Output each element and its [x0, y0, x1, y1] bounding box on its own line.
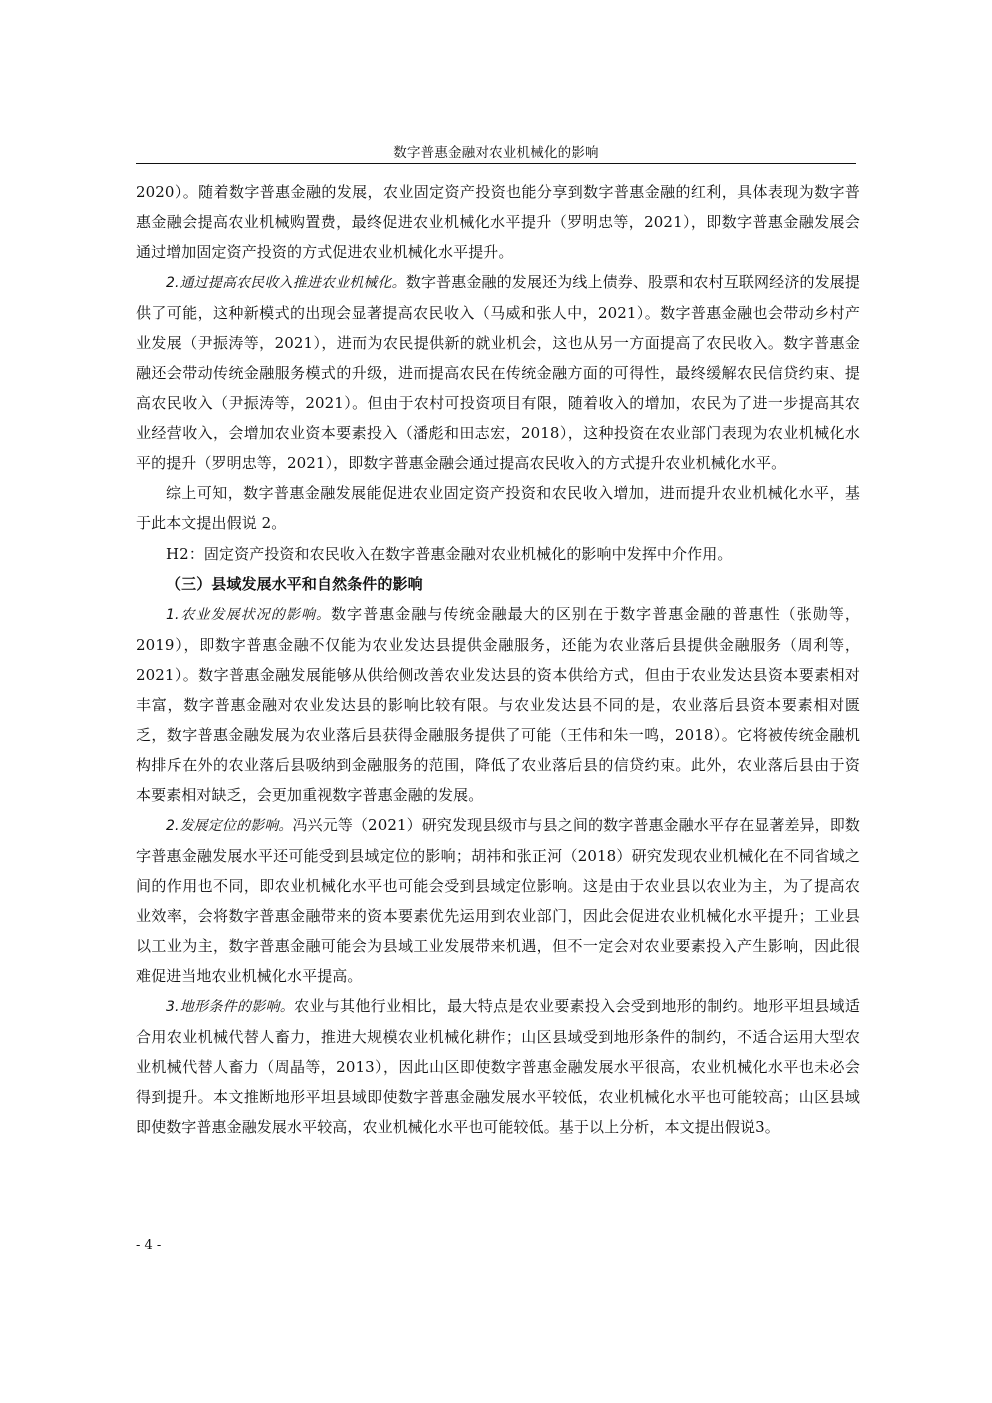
body-text — [136, 177, 860, 1142]
paragraph-text: 冯兴元等（2021）研究发现县级市与县之间的数字普惠金融水平存在显著差异，即数字普惠金融发展水平还可能受到县域定位的影响；胡祎和张正河（2018）研究发现农业机械化在不同省域之间的作用也不同，即农业机械化水平也可能会受到县域定位影响。这是由于农业县以农业为主，为了提高农业效率，会将数字普惠金融带来的资本要素优先运用到农业部门，因此会促进农业机械化水平提升；工业县以工业为主，数字普惠金融可能会为县域工业发展带来机遇，但不一定会对农业要素投入产生影响，因此很难促进当地农业机械化水平提高。 — [136, 816, 861, 985]
paragraph-lead: 3.地形条件的影响。 — [166, 999, 295, 1015]
paragraph-terrain — [136, 991, 860, 1142]
paragraph-positioning — [136, 810, 860, 991]
hypothesis-h2: H2：固定资产投资和农民收入在数字普惠金融对农业机械化的影响中发挥中介作用。 — [166, 545, 733, 563]
paragraph-lead: 2.发展定位的影响。 — [166, 818, 293, 834]
paragraph-income-channel — [136, 267, 860, 478]
header-rule — [136, 163, 856, 164]
section-heading: （三）县域发展水平和自然条件的影响 — [166, 575, 423, 593]
paragraph-text: 农业与其他行业相比，最大特点是农业要素投入会受到地形的制约。地形平坦县域适合用农业机械代替人畜力，推进大规模农业机械化耕作；山区县域受到地形条件的制约，不适合运用大型农业机械代替人畜力（周晶等，2013），因此山区即使数字普惠金融发展水平很高，农业机械化水平也未必会得到提升。本文推断地形平坦县域即使数字普惠金融发展水平较低，农业机械化水平也可能较高；山区县域即使数字普惠金融发展水平较高，农业机械化水平也可能较低。基于以上分析，本文提出假说3。 — [136, 997, 860, 1136]
paragraph-agri-development — [136, 599, 860, 810]
running-header: 数字普惠金融对农业机械化的影响 — [393, 145, 599, 161]
paragraph-text: 数字普惠金融的发展还为线上债券、股票和农村互联网经济的发展提供了可能，这种新模式的出现会显著提高农民收入（马威和张人中，2021）。数字普惠金融也会带动乡村产业发展（尹振涛等，2021），进而为农民提供新的就业机会，这也从另一方面提高了农民收入。数字普惠金融还会带动传统金融服务模式的升级，进而提高农民在传统金融方面的可得性，最终缓解农民信贷约束、提高农民收入（尹振涛等，2021）。但由于农村可投资项目有限，随着收入的增加，农民为了进一步提高其农业经营收入，会增加农业资本要素投入（潘彪和田志宏，2018），这种投资在农业部门表现为农业机械化水平的提升（罗明忠等，2021），即数字普惠金融会通过提高农民收入的方式提升农业机械化水平。 — [136, 273, 860, 472]
page-number: - 4 - — [136, 1238, 162, 1253]
paragraph-lead: 2.通过提高农民收入推进农业机械化。 — [166, 275, 406, 291]
paragraph-continued: 2020）。随着数字普惠金融的发展，农业固定资产投资也能分享到数字普惠金融的红利，具体表现为数字普惠金融会提高农业机械购置费，最终促进农业机械化水平提升（罗明忠等，2021），即数字普惠金融发展会通过增加固定资产投资的方式促进农业机械化水平提升。 — [136, 183, 860, 261]
paragraph-text: 数字普惠金融与传统金融最大的区别在于数字普惠金融的普惠性（张勋等，2019），即数字普惠金融不仅能为农业发达县提供金融服务，还能为农业落后县提供金融服务（周利等，2021）。数字普惠金融发展能够从供给侧改善农业发达县的资本供给方式，但由于农业发达县资本要素相对丰富，数字普惠金融对农业发达县的影响比较有限。与农业发达县不同的是，农业落后县资本要素相对匮乏，数字普惠金融发展为农业落后县获得金融服务提供了可能（王伟和朱一鸣，2018）。它将被传统金融机构排斥在外的农业落后县吸纳到金融服务的范围，降低了农业落后县的信贷约束。此外，农业落后县由于资本要素相对缺乏，会更加重视数字普惠金融的发展。 — [136, 605, 860, 804]
paragraph-lead: 1.农业发展状况的影响。 — [166, 607, 332, 623]
paragraph-summary: 综上可知，数字普惠金融发展能促进农业固定资产投资和农民收入增加，进而提升农业机械化水平，基于此本文提出假说 2。 — [136, 484, 860, 532]
